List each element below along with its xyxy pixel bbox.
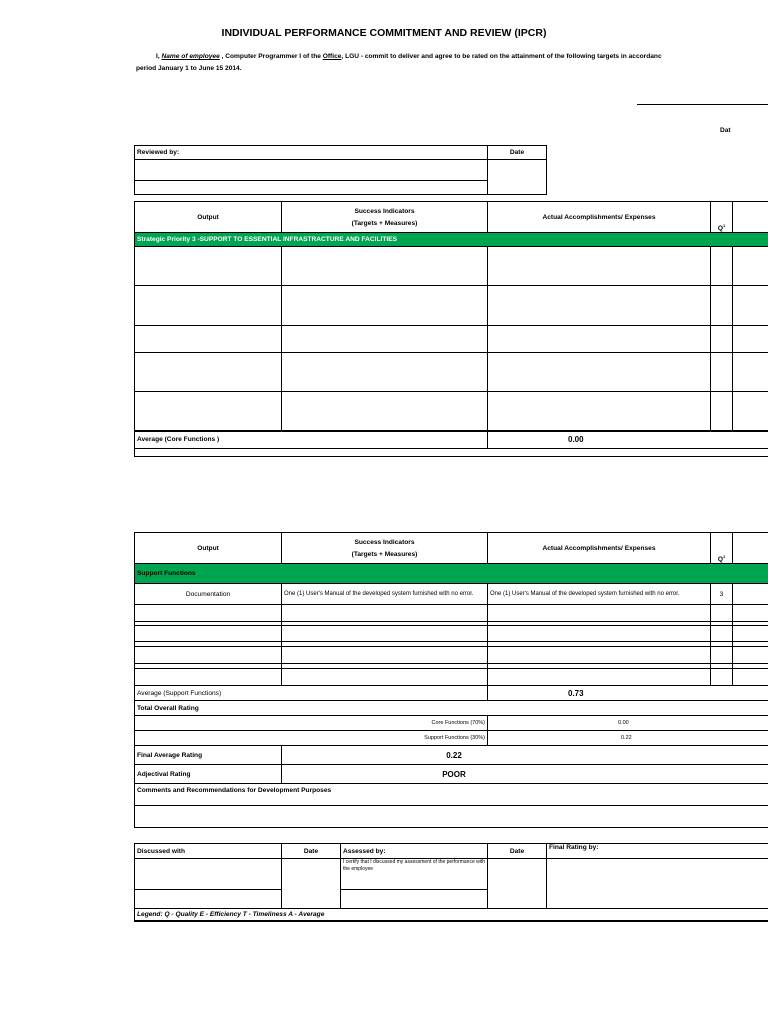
discussed-date-label: Date (282, 844, 341, 859)
header-output: Output (135, 202, 282, 233)
support-header-extra (733, 533, 768, 564)
support-average-value: 0.73 (488, 686, 768, 701)
adjectival-label: Adjectival Rating (135, 765, 282, 784)
certify-text: I certify that I discussed my assessment of the performance with the employee (341, 859, 488, 890)
total-overall-label: Total Overall Rating (135, 701, 768, 716)
support-row1-success: One (1) User's Manual of the developed system furnished with no error. (282, 584, 488, 605)
table-row[interactable] (135, 626, 768, 642)
employee-name: Name of employee (161, 53, 220, 60)
support-header-q-sup: 1 (722, 553, 726, 559)
commitment-prefix: I, (156, 53, 162, 60)
assessed-by-sign[interactable] (341, 890, 488, 909)
final-average-value: 0.22 (282, 746, 768, 765)
support-functions-table (134, 532, 768, 828)
final-rating-by-label: Final Rating by: (547, 844, 768, 859)
final-rating-by-field[interactable] (547, 859, 768, 909)
review-date-field[interactable] (488, 160, 547, 195)
signature-line (637, 104, 768, 105)
comments-field[interactable] (135, 806, 768, 828)
table-row[interactable] (135, 669, 768, 686)
reviewed-by-field-2[interactable] (135, 181, 488, 195)
table-row[interactable] (135, 353, 768, 392)
support-average-label: Average (Support Functions) (135, 686, 488, 701)
core-average-label: Average (Core Functions ) (135, 431, 488, 449)
support-header-actual: Actual Accomplishments/ Expenses (488, 533, 711, 564)
table-row[interactable] (135, 392, 768, 431)
header-q-label: Q (717, 225, 723, 232)
assessed-date-field[interactable] (488, 859, 547, 909)
core-average-value: 0.00 (488, 431, 768, 449)
core-weight-value: 0.00 (488, 716, 768, 731)
core-weight-label: Core Functions (70%) (135, 716, 488, 731)
table-row[interactable] (135, 286, 768, 326)
discussed-with-field[interactable] (135, 859, 282, 890)
header-q (711, 202, 733, 233)
discussed-with-sign[interactable] (135, 890, 282, 909)
reviewed-by-label: Reviewed by: (135, 146, 488, 160)
header-targets: (Targets + Measures) (351, 219, 418, 227)
support-header-q (711, 533, 733, 564)
legend: Legend: Q - Quality E - Efficiency T - Timeliness A - Average (135, 909, 768, 921)
commitment-statement (136, 51, 768, 75)
support-row1-extra (733, 584, 768, 605)
support-header-success-title: Success Indicators (354, 538, 415, 546)
support-weight-label: Support Functions (30%) (135, 731, 488, 746)
table-row[interactable] (135, 647, 768, 664)
discussed-date-field[interactable] (282, 859, 341, 909)
final-average-label: Final Average Rating (135, 746, 282, 765)
core-functions-table (134, 201, 768, 457)
support-header-q-label: Q (717, 556, 723, 563)
office-name: Office (322, 53, 342, 60)
header-extra (733, 202, 768, 233)
header-success-title: Success Indicators (354, 207, 415, 215)
header-q-sup: 1 (722, 222, 726, 228)
page-title: INDIVIDUAL PERFORMANCE COMMITMENT AND REVIEW (IPCR) (221, 27, 547, 39)
strategic-priority-row: Strategic Priority 3 -SUPPORT TO ESSENTIAL INFRASTRACTURE AND FACILITIES (135, 233, 768, 247)
header-actual: Actual Accomplishments/ Expenses (488, 202, 711, 233)
discussed-with-label: Discussed with (135, 844, 282, 859)
assessed-date-label: Date (488, 844, 547, 859)
table-row[interactable] (135, 247, 768, 286)
commitment-mid1: , Computer Programmer I of the (219, 53, 323, 60)
support-section-row: Support Functions (135, 564, 768, 584)
support-row1-q: 3 (711, 584, 733, 605)
core-spacer-row (135, 449, 768, 457)
support-row1-output: Documentation (135, 584, 282, 605)
support-weight-value: 0.22 (488, 731, 768, 746)
comments-label: Comments and Recommendations for Development Purposes (135, 784, 768, 806)
adjectival-value: POOR (282, 765, 768, 784)
commitment-period: period January 1 to June 15 2014. (136, 65, 242, 72)
signoff-table (134, 843, 768, 922)
review-date-label: Date (488, 146, 547, 160)
table-row[interactable] (135, 584, 768, 605)
support-header-output: Output (135, 533, 282, 564)
support-row1-actual: One (1) User's Manual of the developed system furnished with no error. (488, 584, 711, 605)
table-row[interactable] (135, 605, 768, 622)
header-success (282, 202, 488, 233)
assessed-by-label: Assessed by: (341, 844, 488, 859)
reviewed-by-field[interactable] (135, 160, 488, 181)
date-label: Dat (720, 127, 731, 134)
support-header-success (282, 533, 488, 564)
commitment-mid2: , LGU - commit to deliver and agree to be rated on the attainment of the following targets in accordanc (341, 53, 662, 60)
table-row[interactable] (135, 326, 768, 353)
reviewed-by-table (134, 145, 547, 195)
support-header-targets: (Targets + Measures) (351, 550, 418, 558)
